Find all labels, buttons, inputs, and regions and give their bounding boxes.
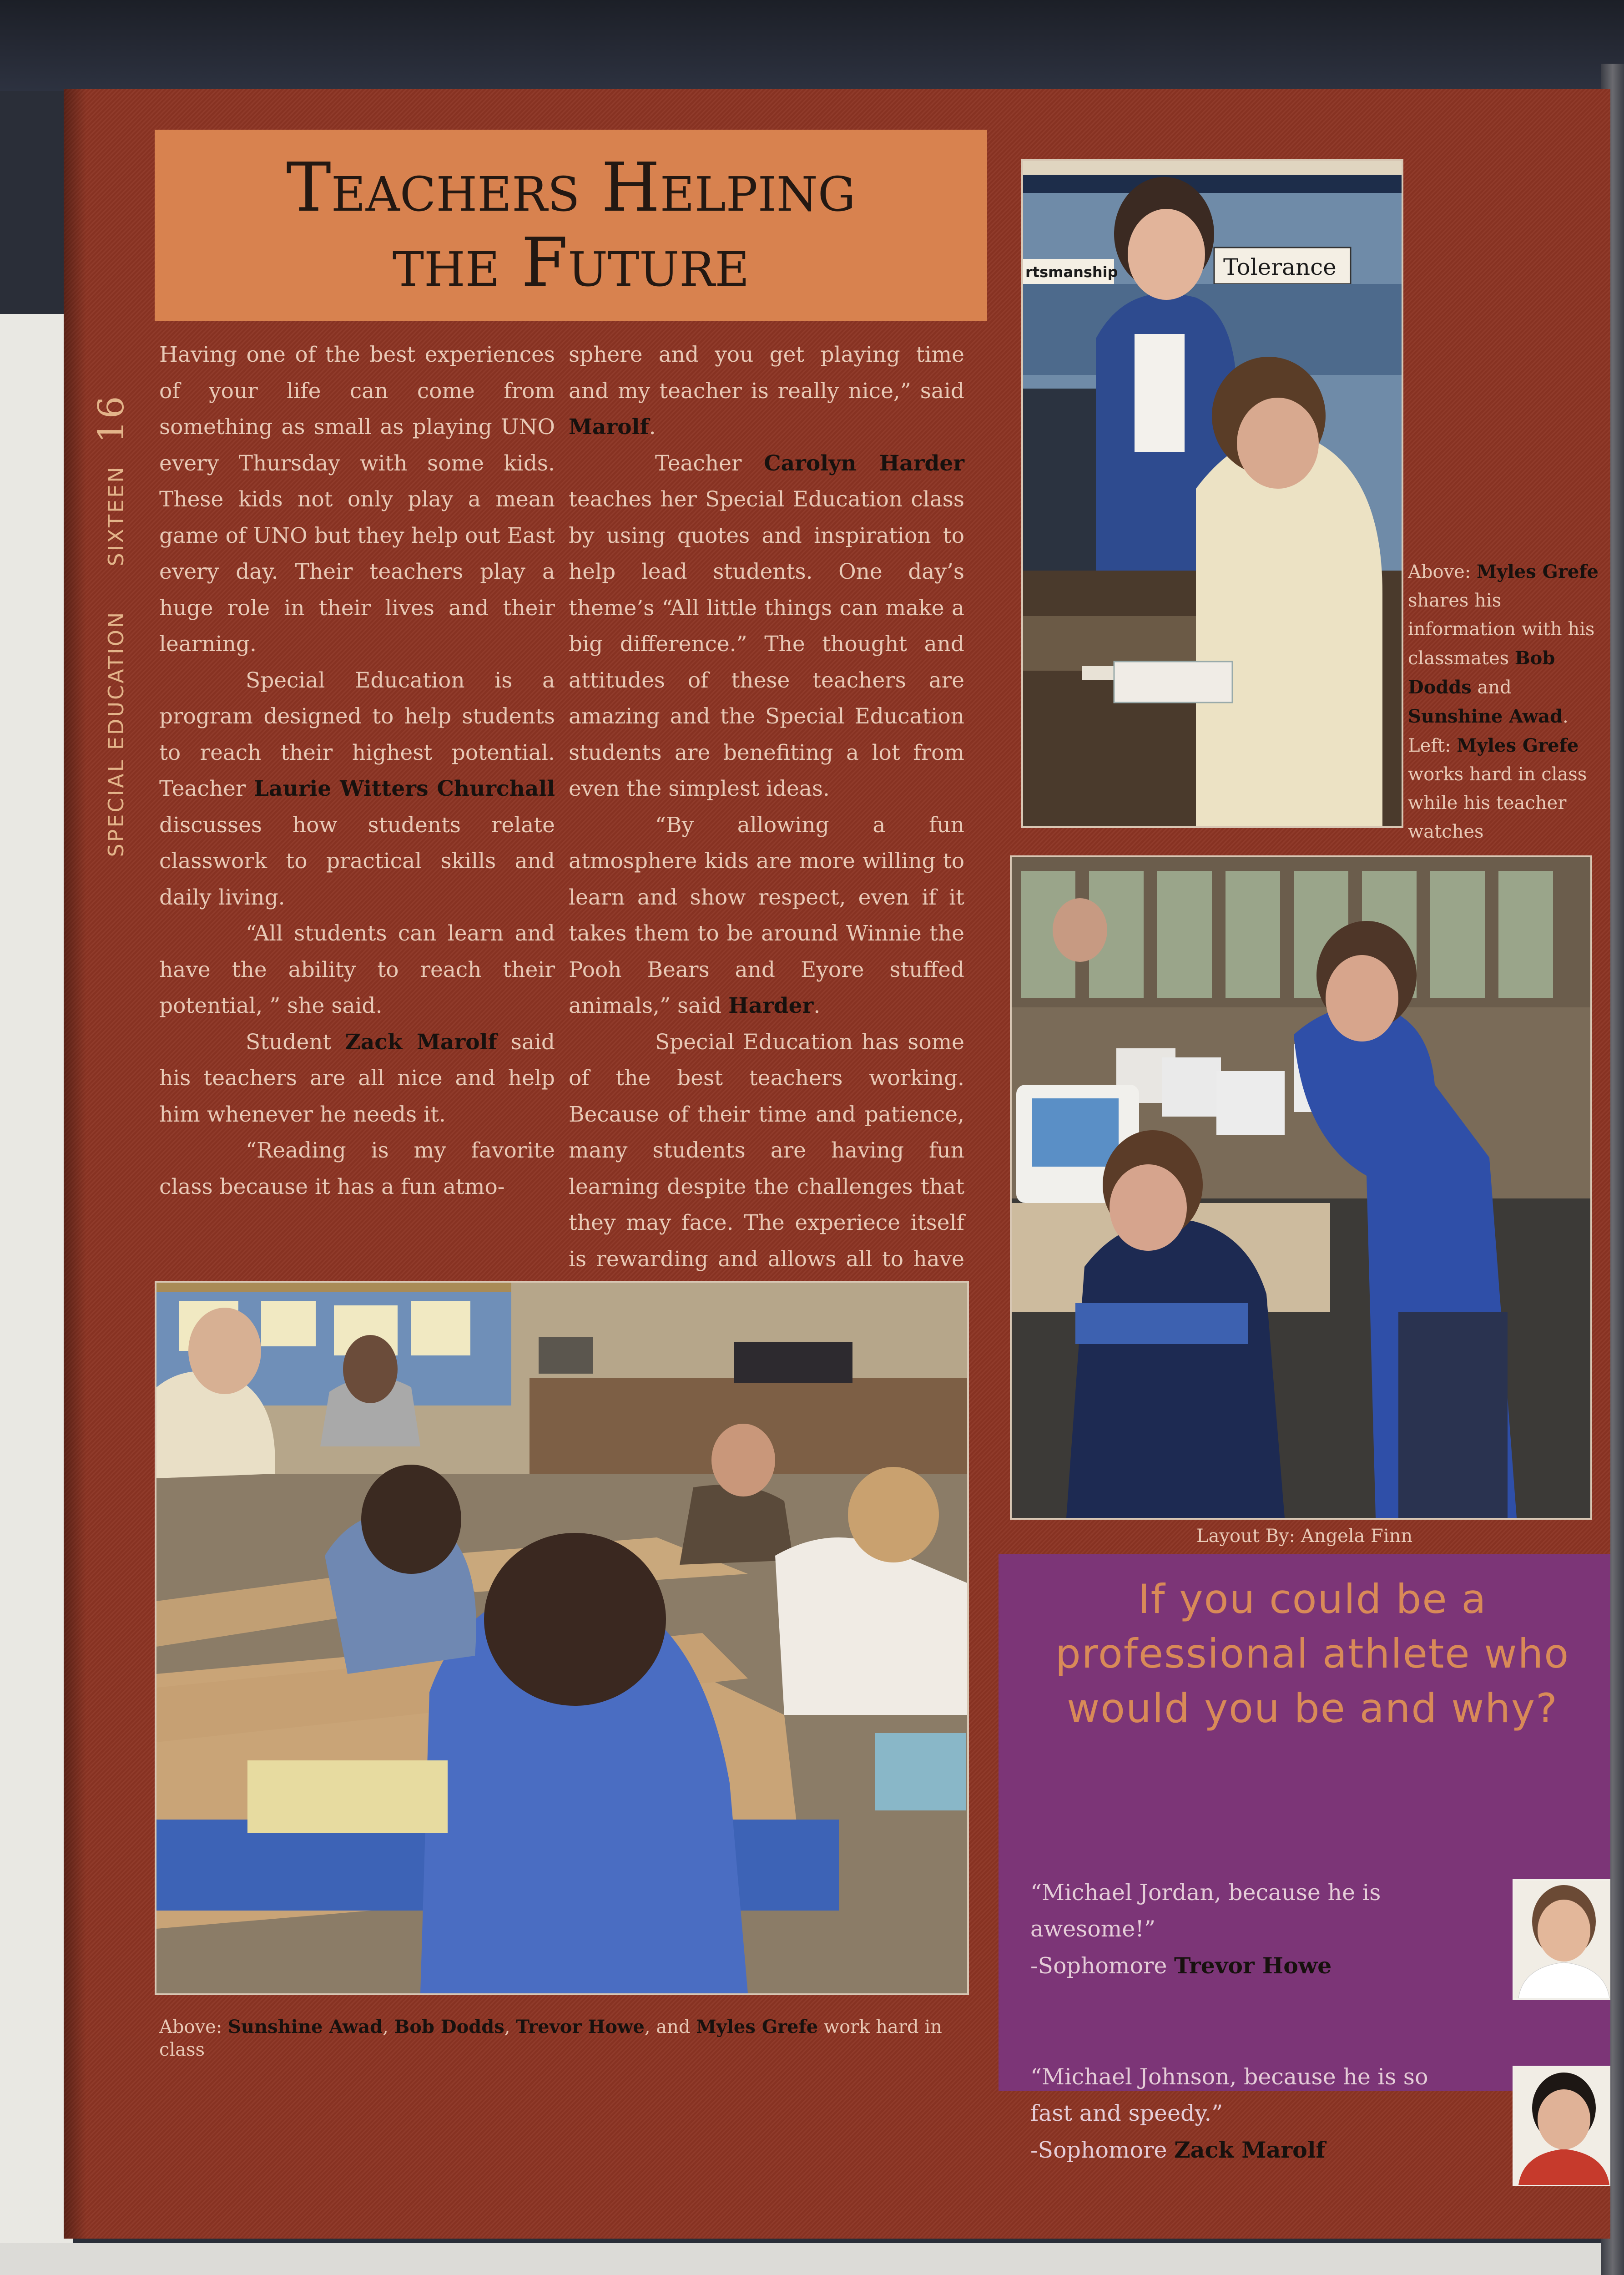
answer-quote: “Michael Jordan, because he is awesome!” <box>1030 1880 1381 1942</box>
vertical-section-label <box>91 394 132 857</box>
name-highlight: Bob Dodds <box>1408 647 1555 698</box>
page-word: SIXTEEN <box>104 465 128 566</box>
layout-credit: Layout By: Angela Finn <box>1196 1526 1413 1547</box>
name-highlight: Laurie Witters Churchall <box>253 776 555 801</box>
name-highlight: Harder <box>728 993 814 1018</box>
section-name: SPECIAL EDUCATION <box>104 610 128 857</box>
question-box <box>999 1554 1610 2163</box>
headshot-zack-marolf <box>1513 2066 1610 2186</box>
name-highlight: Carolyn Harder <box>764 450 964 476</box>
scanner-background <box>0 0 1624 91</box>
photo-computer-lab <box>1010 855 1592 1520</box>
name-highlight: Sunshine Awad <box>228 2016 383 2037</box>
paragraph: “By allowing a fun atmosphere kids are more willing to learn and show respect, even if it takes them to be around Winnie the Pooh Bears and Eyore stuffed animals,” said Harder. <box>569 812 964 1018</box>
article-column-1 <box>159 337 555 1205</box>
answer-2: “Michael Johnson, because he is so fast and speedy.” -Sophomore Zack Marolf <box>1030 2059 1453 2169</box>
paragraph: Teacher Carolyn Harder teaches her Special Education class by using quotes and inspiration to help lead students. One day’s theme’s “All little things can make a big difference.” The thought and attitudes of these teachers are amazing and the Special Education students are benefiting a lot from even the simplest ideas. <box>569 450 964 801</box>
paragraph: Special Education has some of the best teachers working. Because of their time and patience, many students are having fun learning despite the challenges that they may face. The experiece itself is rewarding and allows all to have <box>569 1029 964 1272</box>
page-number: 16 <box>91 394 132 443</box>
paragraph: “All students can learn and have the ability to reach their potential, ” she said. <box>159 921 555 1018</box>
photo-caption-bottom: Above: Sunshine Awad, Bob Dodds, Trevor Howe, and Myles Grefe work hard in class <box>159 2016 942 2060</box>
name-highlight: Myles Grefe <box>696 2016 818 2037</box>
underlying-sheet <box>0 314 73 2275</box>
name-highlight: Myles Grefe <box>1477 561 1599 582</box>
photo-teacher-with-student <box>1021 159 1403 828</box>
name-highlight: Zack Marolf <box>345 1029 497 1055</box>
paragraph: Having one of the best experiences of your life can come from something as small as playing UNO every Thursday with some kids. These kids not only play a mean game of UNO but they help out East every day. Their teachers play a huge role in their lives and their learning. <box>159 342 555 657</box>
answer-name: Trevor Howe <box>1174 1952 1332 1979</box>
paragraph: Special Education is a program designed to help students to reach their highest potential. Teacher Laurie Witters Churchall discusses how students relate classwork to practical skills and daily living. <box>159 667 555 910</box>
paragraph: “Reading is my favorite class because it has a fun atmo- <box>159 1138 555 1199</box>
paragraph: sphere and you get playing time and my teacher is really nice,” said Marolf. <box>569 342 964 440</box>
answer-1: “Michael Jordan, because he is awesome!” -Sophomore Trevor Howe <box>1030 1875 1453 1984</box>
sportsmanship-sign: rtsmanship <box>1025 263 1118 281</box>
photo-classroom-students <box>155 1281 969 1995</box>
photo-classroom-students-image <box>156 1283 967 1993</box>
paragraph: Student Zack Marolf said his teachers are all nice and help him whenever he needs it. <box>159 1029 555 1127</box>
headshot-trevor-howe <box>1513 1879 1610 2000</box>
name-highlight: Trevor Howe <box>516 2016 645 2037</box>
tolerance-sign: Tolerance <box>1223 254 1337 280</box>
name-highlight: Bob Dodds <box>394 2016 504 2037</box>
photo-computer-lab-image <box>1012 857 1590 1518</box>
article-title: Teachers Helping the Future <box>286 148 856 302</box>
name-highlight: Sunshine Awad <box>1408 706 1563 727</box>
question-title: If you could be a professional athlete who would you be and why? <box>1055 1576 1570 1732</box>
article-column-2 <box>569 337 964 1386</box>
title-box <box>155 130 987 321</box>
underlying-sheet-bottom <box>0 2243 1624 2275</box>
yearbook-page <box>64 89 1610 2239</box>
page-shadow <box>64 89 86 2239</box>
photo-teacher-with-student-image <box>1023 161 1402 826</box>
name-highlight: Marolf <box>569 415 649 440</box>
photo-caption-right: Above: Myles Grefe shares his information with his classmates Bob Dodds and Sunshine Awad. Left: Myles Grefe works hard in class while his teacher watches <box>1408 561 1599 842</box>
name-highlight: Myles Grefe <box>1457 735 1579 756</box>
answer-quote: “Michael Johnson, because he is so fast and speedy.” <box>1030 2064 1428 2126</box>
answer-name: Zack Marolf <box>1174 2137 1326 2163</box>
